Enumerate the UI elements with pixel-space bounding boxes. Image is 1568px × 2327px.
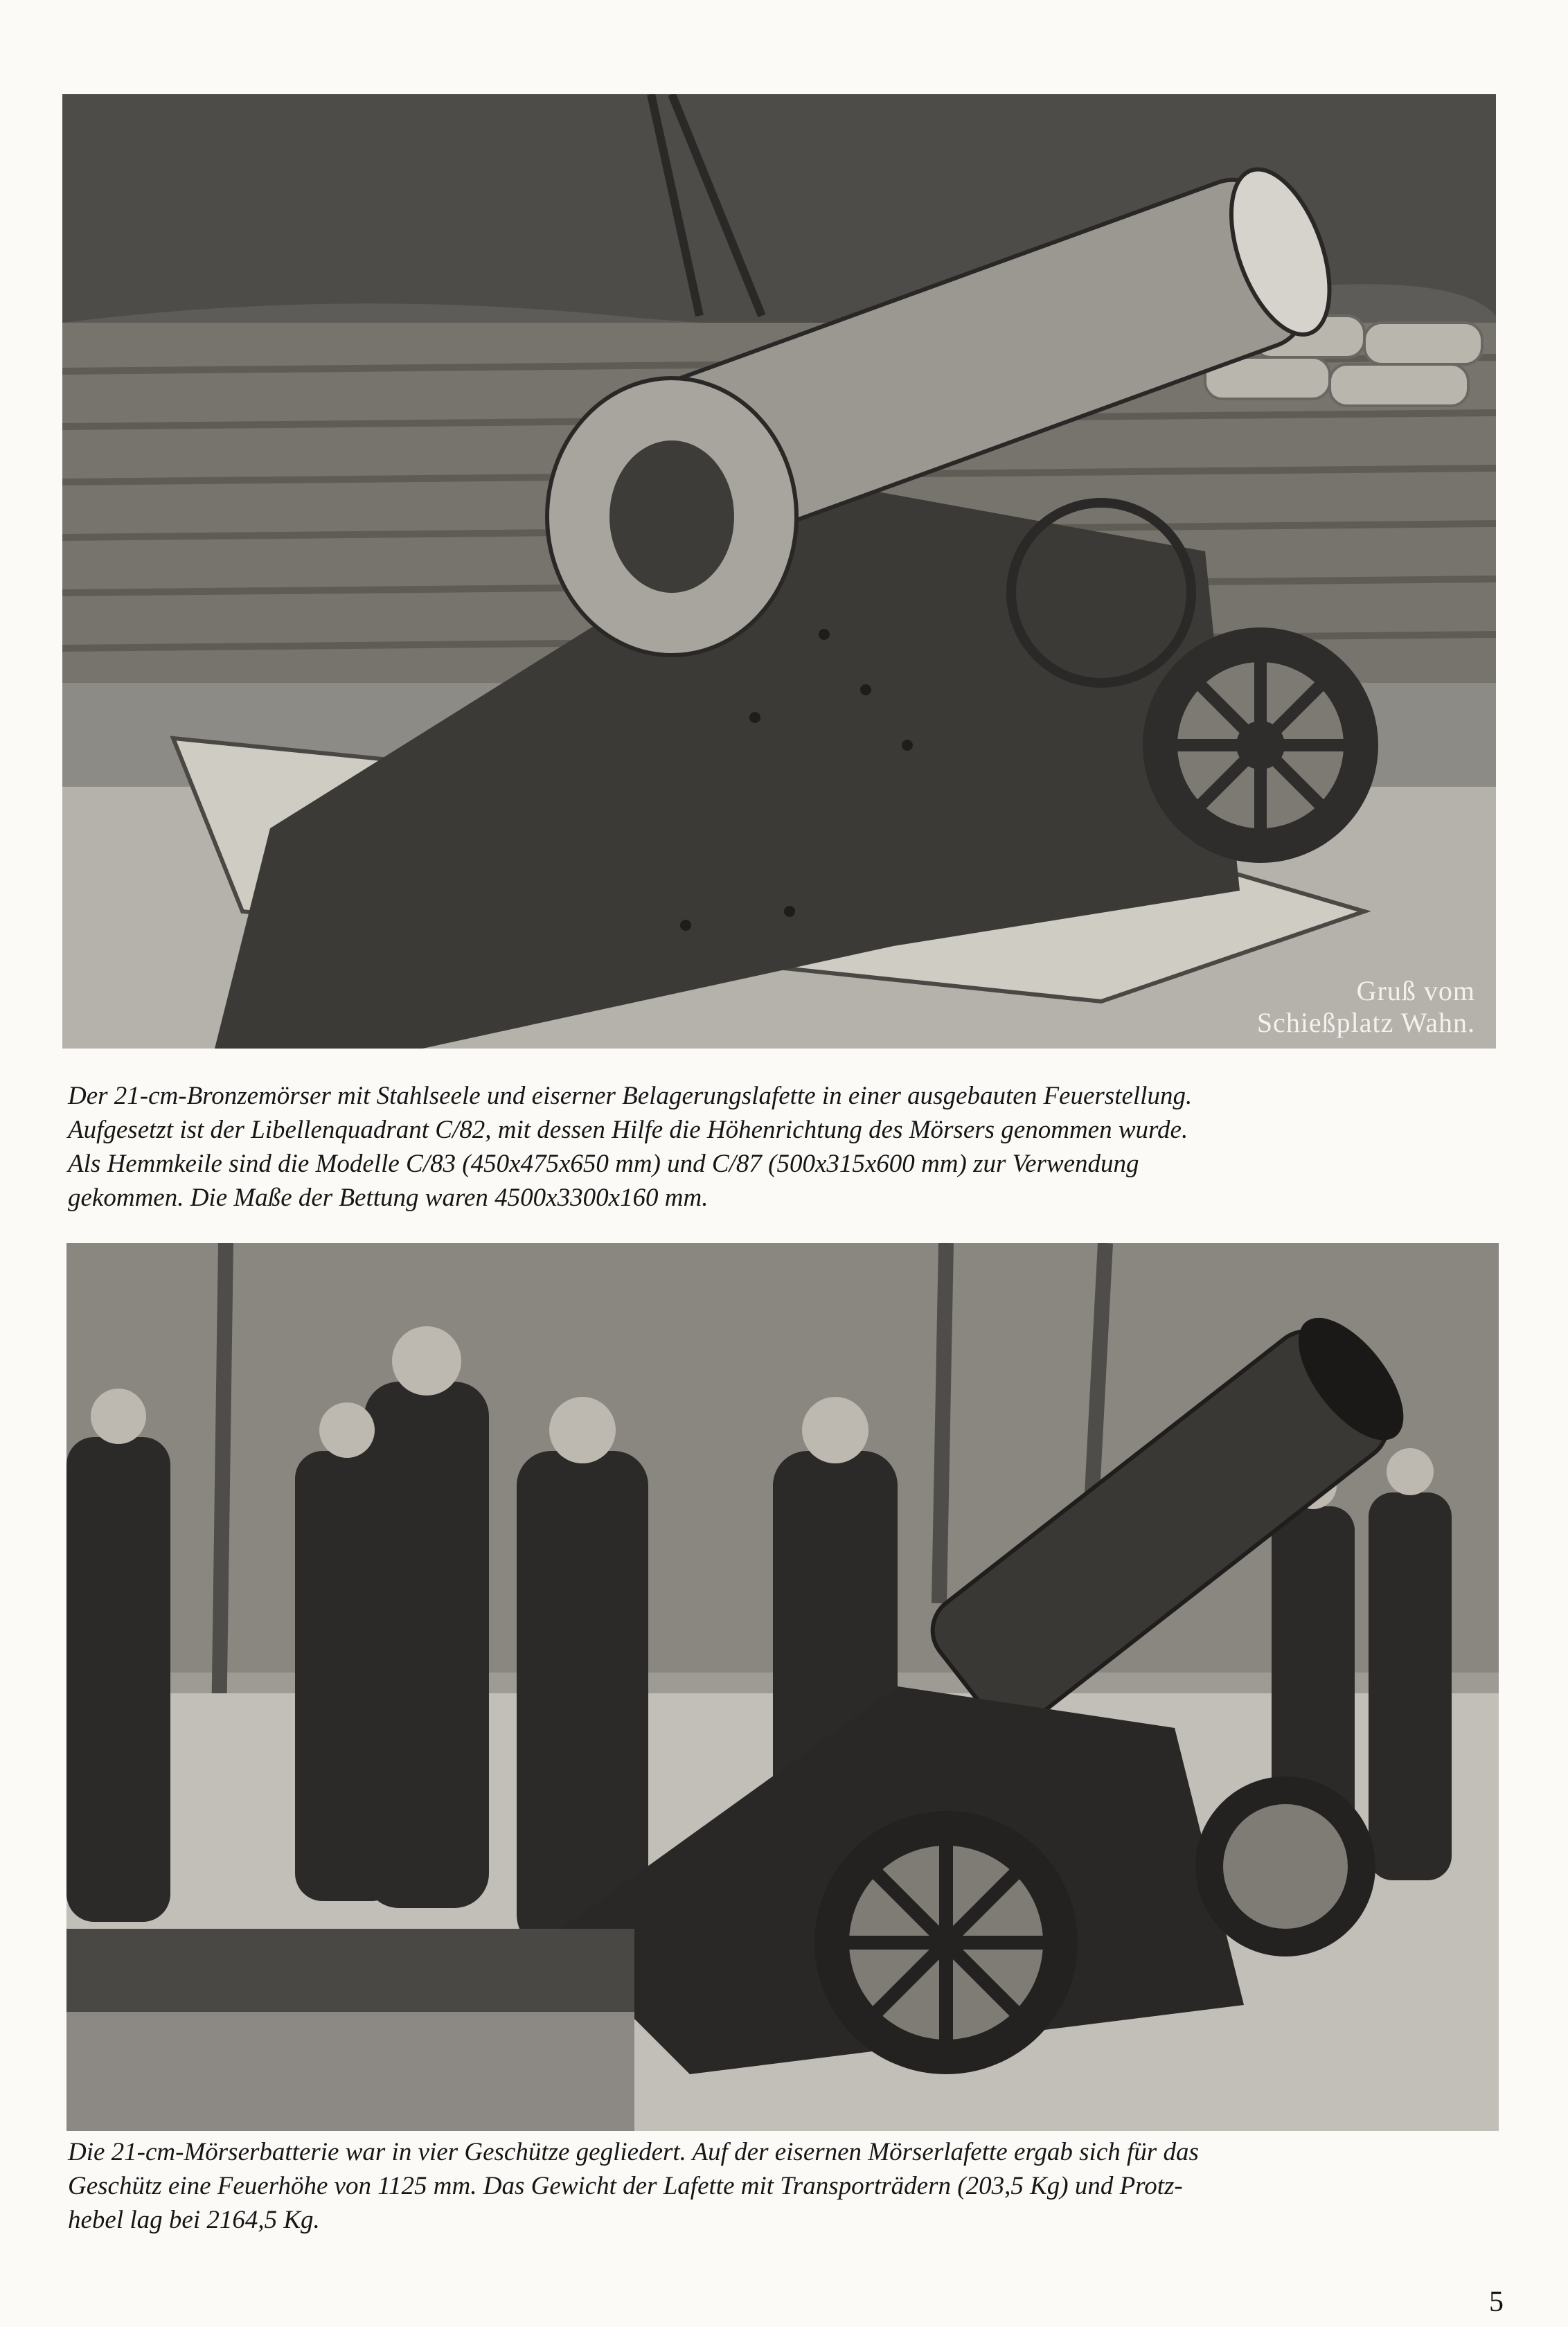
photo-caption-2: [68, 2135, 1488, 2237]
inscription-line-1: Gruß vom: [1356, 975, 1475, 1006]
caption-1-line-1: Der 21-cm-Bronzemörser mit Stahlseele und eiserner Belagerungslafette in einer ausgebauten Feuerstellung.: [68, 1082, 1193, 1110]
photo-inscription: [1257, 975, 1475, 1039]
mortar-battery-illustration: [66, 1243, 1499, 2131]
caption-1-line-3: Als Hemmkeile sind die Modelle C/83 (450x475x650 mm) und C/87 (500x315x600 mm) zur Verwendung: [68, 1150, 1139, 1178]
photo-mortar-emplacement: [62, 94, 1496, 1049]
photo-caption-1: [68, 1079, 1488, 1215]
page-number: 5: [1489, 2286, 1504, 2318]
caption-2-line-3: hebel lag bei 2164,5 Kg.: [68, 2206, 320, 2234]
caption-1-line-2: Aufgesetzt ist der Libellenquadrant C/82, mit dessen Hilfe die Höhenrichtung des Mörsers genommen wurde.: [68, 1116, 1188, 1144]
inscription-line-2: Schießplatz Wahn.: [1256, 1007, 1475, 1038]
mortar-emplacement-illustration: [62, 94, 1496, 1049]
caption-2-line-2: Geschütz eine Feuerhöhe von 1125 mm. Das Gewicht der Lafette mit Transporträdern (203,5 Kg) und Protz-: [68, 2172, 1183, 2200]
caption-2-line-1: Die 21-cm-Mörserbatterie war in vier Geschütze gegliedert. Auf der eisernen Mörserlafette ergab sich für das: [68, 2138, 1199, 2166]
caption-1-line-4: gekommen. Die Maße der Bettung waren 4500x3300x160 mm.: [68, 1184, 709, 1212]
photo-mortar-battery: [66, 1243, 1499, 2131]
